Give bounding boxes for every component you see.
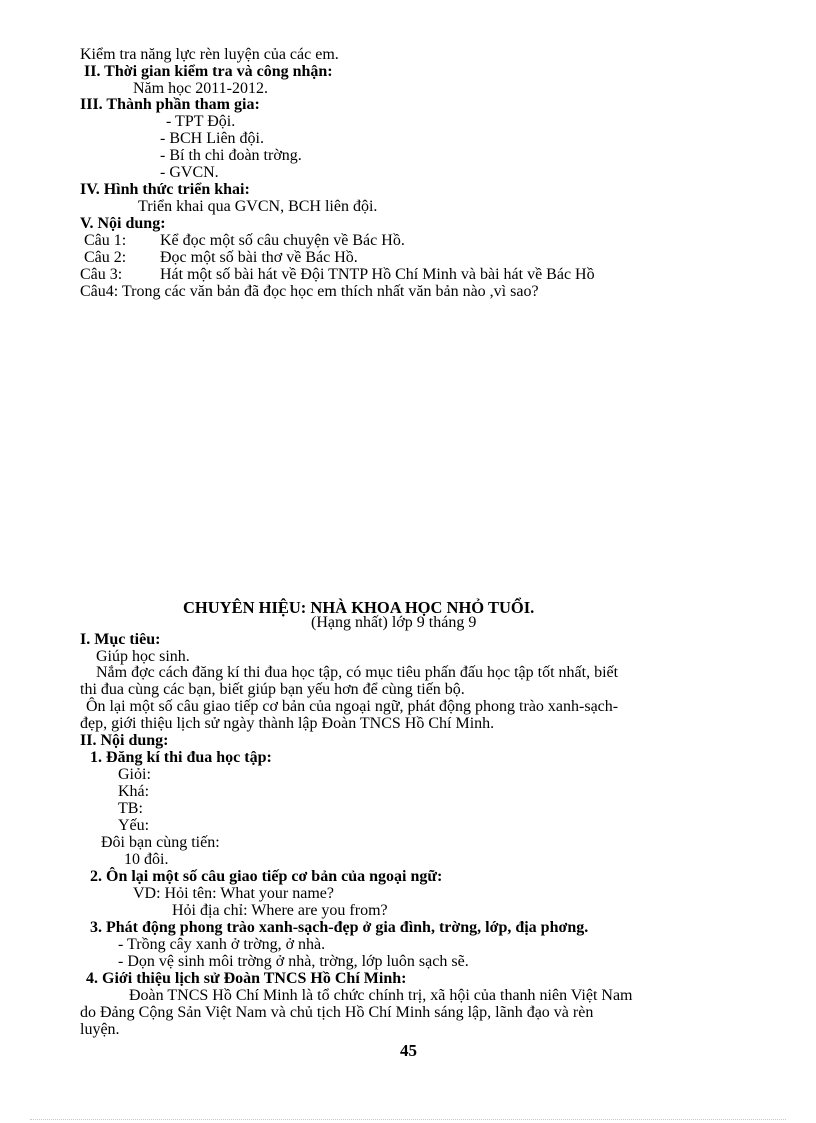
goal-line: Giúp học sinh. — [96, 648, 190, 665]
question-text: Đọc một số bài thơ về Bác Hồ. — [160, 249, 358, 266]
page-number: 45 — [400, 1041, 417, 1060]
study-pairs-label: Đôi bạn cùng tiến: — [101, 834, 220, 851]
activity-line: - Trồng cây xanh ở trờng, ở nhà. — [118, 936, 326, 953]
activity-line: - Dọn vệ sinh môi trờng ở nhà, trờng, lớp luôn sạch sẽ. — [118, 953, 469, 970]
grade-label: TB: — [118, 800, 143, 817]
example-line: VD: Hỏi tên: What your name? — [133, 885, 334, 902]
goal-line: thi đua cùng các bạn, biết giúp bạn yếu hơn để cùng tiến bộ. — [80, 681, 465, 698]
question-label: Câu 1: — [84, 232, 127, 249]
deployment-text: Triển khai qua GVCN, BCH liên đội. — [138, 198, 378, 215]
badge-subtitle: (Hạng nhất) lớp 9 tháng 9 — [311, 614, 477, 631]
section-4-heading: IV. Hình thức triển khai: — [80, 181, 250, 198]
grade-label: Khá: — [118, 783, 150, 800]
goal-line: Nắm đợc cách đăng kí thi đua học tập, có mục tiêu phấn đấu học tập tốt nhất, biết — [96, 664, 619, 681]
goal-heading: I. Mục tiêu: — [80, 631, 161, 648]
question-text: Hát một số bài hát về Đội TNTP Hồ Chí Minh và bài hát về Bác Hồ — [160, 266, 595, 283]
section-2-heading: II. Thời gian kiểm tra và công nhận: — [84, 63, 333, 80]
question-text: Kể đọc một số câu chuyện về Bác Hồ. — [160, 232, 405, 249]
study-pairs-value: 10 đôi. — [124, 851, 169, 868]
school-year: Năm học 2011-2012. — [133, 80, 268, 97]
participant-item: - BCH Liên đội. — [160, 130, 264, 147]
item-4-heading: 4. Giới thiệu lịch sử Đoàn TNCS Hồ Chí Minh: — [86, 970, 407, 987]
intro-line: Kiểm tra năng lực rèn luyện của các em. — [80, 46, 339, 63]
item-2-heading: 2. Ôn lại một số câu giao tiếp cơ bản của ngoại ngữ: — [90, 868, 443, 885]
section-3-heading: III. Thành phần tham gia: — [80, 96, 260, 113]
participant-item: - GVCN. — [160, 164, 219, 181]
section-5-heading: V. Nội dung: — [80, 215, 166, 232]
question-label: Câu 3: — [80, 266, 123, 283]
badge-title: CHUYÊN HIỆU: NHÀ KHOA HỌC NHỎ TUỔI. — [183, 598, 535, 617]
participant-item: - Bí th chi đoàn trờng. — [160, 147, 302, 164]
history-line: luyện. — [80, 1021, 120, 1038]
example-line: Hỏi địa chỉ: Where are you from? — [172, 902, 388, 919]
history-line: Đoàn TNCS Hồ Chí Minh là tổ chức chính trị, xã hội của thanh niên Việt Nam — [129, 987, 633, 1004]
history-line: do Đảng Cộng Sản Việt Nam và chủ tịch Hồ Chí Minh sáng lập, lãnh đạo và rèn — [80, 1004, 594, 1021]
grade-label: Giỏi: — [118, 766, 151, 783]
participant-item: - TPT Đội. — [166, 113, 236, 130]
goal-line: Ôn lại một số câu giao tiếp cơ bản của ngoại ngữ, phát động phong trào xanh-sạch- — [86, 698, 619, 715]
question-4: Câu4: Trong các văn bản đã đọc học em thích nhất văn bản nào ,vì sao? — [80, 283, 539, 300]
grade-label: Yếu: — [118, 817, 150, 834]
question-label: Câu 2: — [84, 249, 127, 266]
content-heading: II. Nội dung: — [80, 732, 169, 749]
page-bottom-divider — [30, 1119, 786, 1120]
item-1-heading: 1. Đăng kí thi đua học tập: — [90, 749, 272, 766]
item-3-heading: 3. Phát động phong trào xanh-sạch-đẹp ở gia đình, trờng, lớp, địa phơng. — [90, 919, 589, 936]
goal-line: đẹp, giới thiệu lịch sử ngày thành lập Đoàn TNCS Hồ Chí Minh. — [80, 715, 495, 732]
